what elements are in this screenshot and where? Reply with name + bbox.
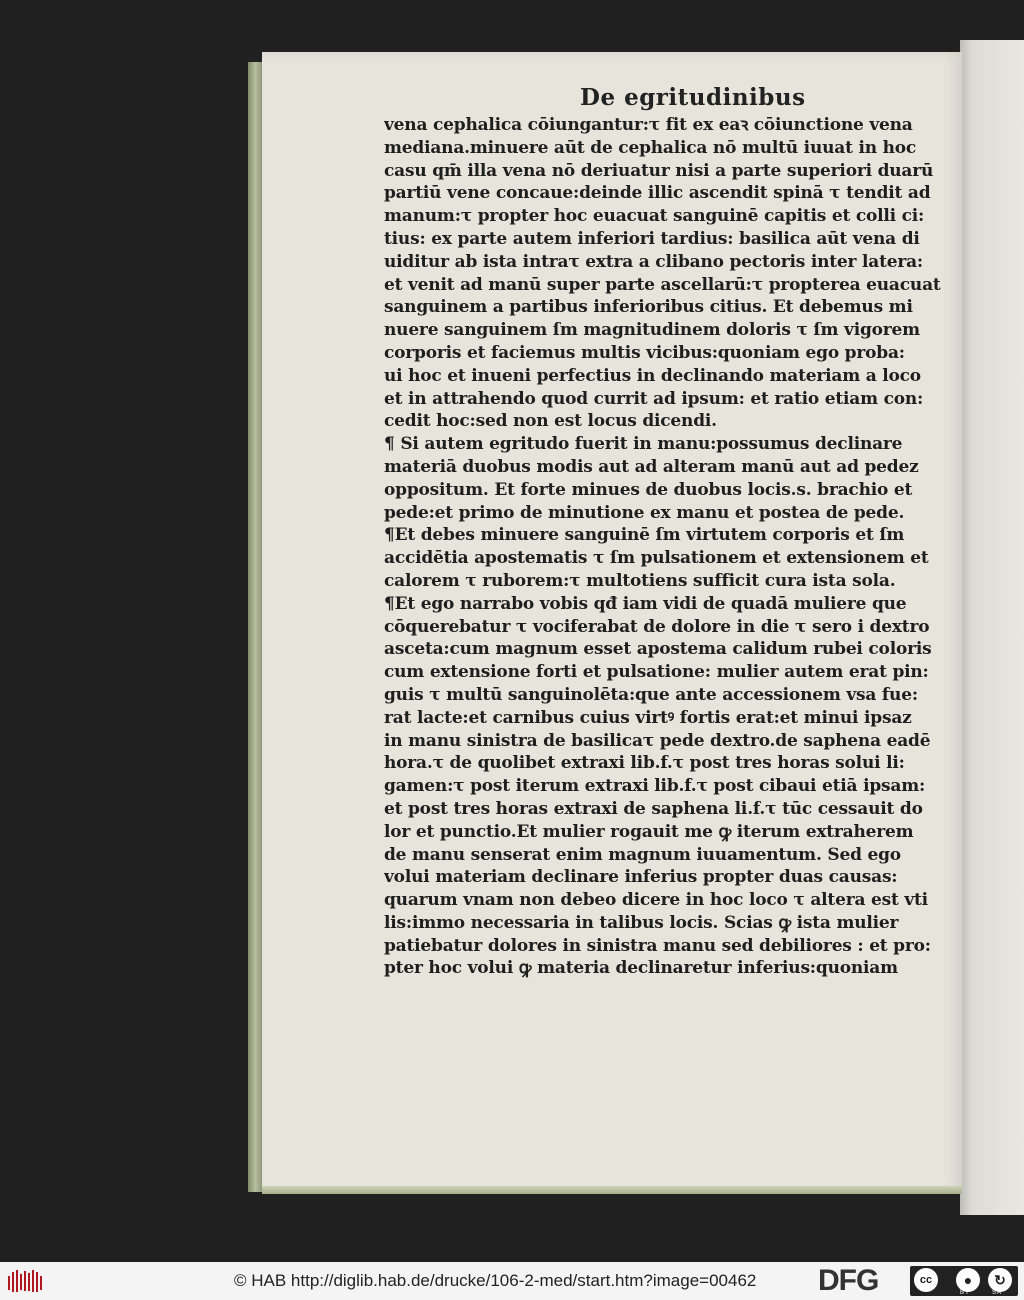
text-line: tius: ex parte autem inferiori tardius: basilica aūt vena di xyxy=(384,228,920,249)
text-line: ¶Et debes minuere sanguinē ſm virtutem corporis et ſm xyxy=(384,525,905,546)
text-line: patiebatur dolores in sinistra manu sed debiliores : et pro: xyxy=(384,935,931,956)
text-line: ¶Et ego narrabo vobis qđ iam vidi de quadā muliere que xyxy=(384,593,907,614)
text-line: ui hoc et inueni perfectius in declinando materiam a loco xyxy=(384,365,921,386)
text-line: in manu sinistra de basilicaτ pede dextro.de saphena eadē xyxy=(384,730,931,751)
text-line: accidētia apostematis τ ſm pulsationem et extensionem et xyxy=(384,548,929,569)
text-line: cum extensione forti et pulsatione: mulier autem erat pin: xyxy=(384,662,929,683)
text-line: cedit hoc:sed non est locus dicendi. xyxy=(384,411,717,432)
text-line: et post tres horas extraxi de saphena li.f.τ tūc cessauit do xyxy=(384,798,923,819)
text-line: lis:immo necessaria in talibus locis. Scias ꝙ ista mulier xyxy=(384,912,899,933)
text-line: nuere sanguinem ſm magnitudinem doloris τ ſm vigorem xyxy=(384,320,920,341)
text-line: partiū vene concaue:deinde illic ascendit spinā τ tendit ad xyxy=(384,183,931,204)
text-line: manum:τ propter hoc euacuat sanguinē capitis et colli ci: xyxy=(384,206,925,227)
text-line: calorem τ ruborem:τ multotiens sufficit cura ista sola. xyxy=(384,570,896,591)
text-block xyxy=(384,114,942,980)
text-line: ¶ Si autem egritudo fuerit in manu:possumus declinare xyxy=(384,434,903,455)
text-line: et venit ad manū super parte ascellarū:τ propterea euacuat xyxy=(384,274,941,295)
facing-page-edge xyxy=(960,40,1024,1215)
person-icon: ● xyxy=(956,1268,980,1292)
text-line: mediana.minuere aūt de cephalica nō multū iuuat in hoc xyxy=(384,137,917,158)
text-line: pede:et primo de minutione ex manu et postea de pede. xyxy=(384,502,905,523)
copyright-link[interactable]: © HAB http://diglib.hab.de/drucke/106-2-med/start.htm?image=00462 xyxy=(234,1271,757,1290)
text-line: gamen:τ post iterum extraxi lib.f.τ post cibaui etiā ipsam: xyxy=(384,776,926,797)
text-line: sanguinem a partibus inferioribus citius. Et debemus mi xyxy=(384,297,913,318)
footer-bar xyxy=(0,1262,1024,1300)
text-line: hora.τ de quolibet extraxi lib.f.τ post tres horas solui li: xyxy=(384,753,905,774)
page-bottom-edge xyxy=(262,1186,962,1194)
text-line: cōquerebatur τ vociferabat de dolore in die τ sero i dextro xyxy=(384,616,930,637)
sa-label: SA xyxy=(992,1290,1003,1296)
text-line: oppositum. Et forte minues de duobus locis.s. brachio et xyxy=(384,479,913,500)
text-line: corporis et faciemus multis vicibus:quoniam ego proba: xyxy=(384,342,905,363)
text-line: lor et punctio.Et mulier rogauit me ꝙ iterum extraherem xyxy=(384,821,914,842)
text-line: pter hoc volui ꝙ materia declinaretur inferius:quoniam xyxy=(384,958,898,979)
text-line: asceta:cum magnum esset apostema calidum rubei coloris xyxy=(384,639,932,660)
text-line: uiditur ab ista intraτ extra a clibano pectoris inter latera: xyxy=(384,251,923,272)
text-line: de manu senserat enim magnum iuuamentum. Sed ego xyxy=(384,844,901,865)
cc-icon: cc xyxy=(914,1268,938,1292)
dfg-logo: DFG xyxy=(818,1264,879,1297)
text-line: guis τ multū sanguinolēta:que ante accessionem vsa fue: xyxy=(384,684,918,705)
text-line: et in attrahendo quod currit ad ipsum: et ratio etiam con: xyxy=(384,388,924,409)
hab-logo-icon xyxy=(6,1268,46,1294)
text-line: volui materiam declinare inferius propter duas causas: xyxy=(384,867,898,888)
text-line: vena cephalica cōiungantur:τ fit ex eaꝛ cōiunctione vena xyxy=(384,115,913,135)
share-alike-icon: ↻ xyxy=(988,1268,1012,1292)
text-line: rat lacte:et carnibus cuius virtꝰ fortis erat:et minui ipsaz xyxy=(384,707,912,728)
running-head: De egritudinibus xyxy=(580,84,806,111)
text-line: casu qm̄ illa vena nō deriuatur nisi a parte superiori duarū xyxy=(384,160,934,181)
text-line: quarum vnam non debeo dicere in hoc loco τ altera est vti xyxy=(384,890,928,911)
cc-license-badge[interactable] xyxy=(910,1266,1018,1296)
by-label: BY xyxy=(960,1290,971,1296)
text-line: materiā duobus modis aut ad alteram manū aut ad pedez xyxy=(384,456,919,477)
